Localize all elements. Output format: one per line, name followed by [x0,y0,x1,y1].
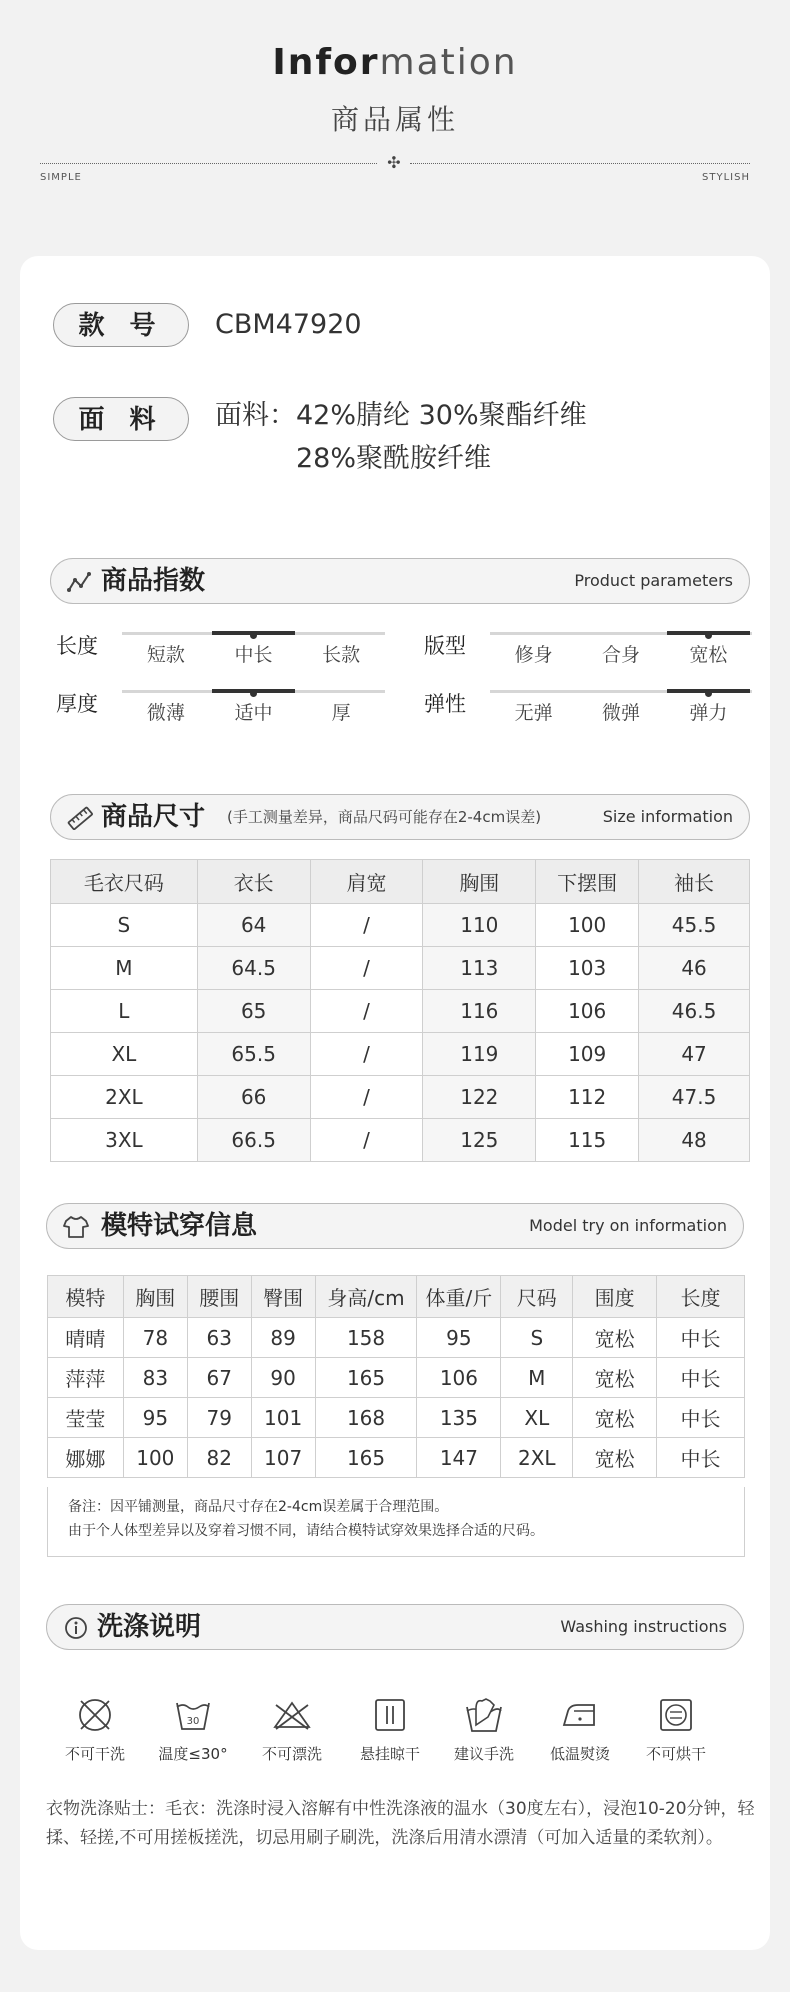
size-cell: 109 [536,1033,639,1076]
size-header-cell: 胸围 [423,860,536,904]
size-cell: 64 [197,904,310,947]
wash-item-no-bleach [252,1695,332,1764]
wash-banner [46,1604,744,1650]
params-banner [50,558,750,604]
size-cell: 64.5 [197,947,310,990]
param-option: 短款 [146,644,185,666]
header-right-tag: STYLISH [702,172,750,183]
model-cell: 78 [123,1318,187,1358]
model-cell: 67 [187,1358,251,1398]
model-cell: 135 [417,1398,501,1438]
model-cell: 106 [417,1358,501,1398]
size-cell: 66.5 [197,1119,310,1162]
model-cell: 107 [251,1438,315,1478]
wash-label: 低温熨烫 [549,1745,610,1763]
model-cell: 79 [187,1398,251,1438]
size-cell: 106 [536,990,639,1033]
model-table [47,1275,745,1478]
model-cell: 82 [187,1438,251,1478]
size-table [50,859,750,1162]
size-cell: 115 [536,1119,639,1162]
table-row [51,1119,750,1162]
wash-item-30 [153,1695,233,1764]
wash-title: 洗涤说明 [97,1612,202,1642]
size-cell: 65.5 [197,1033,310,1076]
table-row [51,1076,750,1119]
size-cell: 47 [639,1033,750,1076]
header-english-title: Information [272,42,518,83]
trend-line-icon [67,570,93,594]
fabric-line-1: 面料：42%腈纶 30%聚酯纤维 [215,400,587,431]
model-header-cell: 长度 [657,1276,745,1318]
params-title: 商品指数 [101,566,206,596]
header-left-tag: SIMPLE [40,172,82,183]
wash-label: 建议手洗 [453,1745,514,1763]
model-cell: 中长 [657,1358,745,1398]
model-header-cell: 模特 [48,1276,124,1318]
header-divider-left [40,163,377,164]
model-cell: 萍萍 [48,1358,124,1398]
size-cell: 46 [639,947,750,990]
no-tumble-dry-icon [656,1695,696,1735]
size-cell: / [310,1076,423,1119]
size-header-cell: 袖长 [639,860,750,904]
model-cell: 95 [417,1318,501,1358]
params-english: Product parameters [574,571,733,590]
wash-item-no-tumble-dry [636,1695,716,1764]
model-remark [47,1487,745,1557]
model-header-cell: 胸围 [123,1276,187,1318]
wash-item-low-iron [540,1695,620,1764]
header-divider-right [410,163,750,164]
model-cell: 63 [187,1318,251,1358]
model-cell: 89 [251,1318,315,1358]
wash-label: 不可烘干 [645,1745,706,1763]
size-header-cell: 毛衣尺码 [51,860,198,904]
size-note: (手工测量差异，商品尺码可能存在2-4cm误差) [227,808,542,826]
model-cell: 晴晴 [48,1318,124,1358]
size-cell: / [310,1119,423,1162]
model-cell: 莹莹 [48,1398,124,1438]
size-cell: 2XL [51,1076,198,1119]
no-bleach-icon [272,1695,312,1735]
size-cell: / [310,1033,423,1076]
size-title: 商品尺寸 [101,802,206,832]
model-cell: XL [501,1398,573,1438]
code-value: CBM47920 [215,309,362,340]
wash-tips: 衣物洗涤贴士：毛衣：洗涤时浸入溶解有中性洗涤液的温水（30度左右），浸泡10-20分钟，轻揉、轻搓,不可用搓板搓洗，切忌用刷子刷洗，洗涤后用清水漂清（可加入适量的柔软剂）。 [46,1799,755,1848]
model-cell: 中长 [657,1438,745,1478]
low-iron-icon [560,1695,600,1735]
model-cell: 宽松 [573,1438,657,1478]
param-selected-dot [250,690,257,697]
model-english: Model try on information [529,1216,727,1235]
table-row [51,947,750,990]
size-cell: 47.5 [639,1076,750,1119]
table-row [51,904,750,947]
cross-arrows-icon: ✣ [387,153,401,172]
wash-label: 温度≤30° [158,1745,228,1763]
param-selected-dot [705,690,712,697]
model-cell: M [501,1358,573,1398]
param-option: 合身 [601,644,640,666]
size-cell: 48 [639,1119,750,1162]
tshirt-icon [63,1215,89,1239]
table-row [48,1438,745,1478]
param-selected-dot [250,632,257,639]
param-option: 弹力 [689,702,728,724]
param-option: 微薄 [146,702,185,724]
size-cell: 100 [536,904,639,947]
model-title: 模特试穿信息 [101,1211,258,1241]
param-label: 厚度 [56,692,98,716]
fabric-label: 面 料 [53,397,189,441]
model-cell: 83 [123,1358,187,1398]
size-cell: 125 [423,1119,536,1162]
size-cell: L [51,990,198,1033]
model-cell: 95 [123,1398,187,1438]
size-cell: / [310,947,423,990]
wash-english: Washing instructions [560,1617,727,1636]
size-header-cell: 衣长 [197,860,310,904]
size-cell: 116 [423,990,536,1033]
model-header-cell: 臀围 [251,1276,315,1318]
size-cell: 66 [197,1076,310,1119]
param-option: 无弹 [514,702,553,724]
param-option: 长款 [322,644,361,666]
table-row [48,1398,745,1438]
model-cell: S [501,1318,573,1358]
size-cell: 46.5 [639,990,750,1033]
model-header-cell: 身高/cm [315,1276,417,1318]
hang-dry-icon [370,1695,410,1735]
model-remark-line-1: 备注：因平铺测量，商品尺寸存在2-4cm误差属于合理范围。 [68,1499,449,1515]
size-cell: 119 [423,1033,536,1076]
size-cell: 65 [197,990,310,1033]
hand-wash-icon [464,1695,504,1735]
wash-temp-mark: 30 [186,1716,200,1727]
model-cell: 100 [123,1438,187,1478]
param-option: 微弹 [601,702,640,724]
wash-label: 不可干洗 [64,1745,125,1763]
model-cell: 168 [315,1398,417,1438]
header-chinese-title: 商品属性 [330,103,459,136]
table-row [51,1033,750,1076]
info-icon [63,1616,89,1640]
model-remark-line-2: 由于个人体型差异以及穿着习惯不同，请结合模特试穿效果选择合适的尺码。 [68,1523,544,1539]
param-label: 长度 [56,634,98,658]
size-cell: 122 [423,1076,536,1119]
param-option: 厚 [331,702,351,724]
size-cell: 113 [423,947,536,990]
model-cell: 中长 [657,1318,745,1358]
size-header-cell: 下摆围 [536,860,639,904]
model-cell: 宽松 [573,1318,657,1358]
wash-item-hand-wash [444,1695,524,1764]
wash-item-hang-dry [350,1695,430,1764]
page-header [0,0,790,240]
param-option: 中长 [234,644,273,666]
code-label: 款 号 [53,303,189,347]
model-cell: 147 [417,1438,501,1478]
size-cell: 3XL [51,1119,198,1162]
size-cell: XL [51,1033,198,1076]
model-header-cell: 腰围 [187,1276,251,1318]
table-row [48,1358,745,1398]
model-cell: 158 [315,1318,417,1358]
size-cell: 45.5 [639,904,750,947]
no-dry-clean-icon [75,1695,115,1735]
table-row [51,990,750,1033]
wash-30-icon [173,1695,213,1735]
model-cell: 101 [251,1398,315,1438]
size-cell: S [51,904,198,947]
fabric-line-2: 28%聚酰胺纤维 [296,443,492,474]
model-banner [46,1203,744,1249]
size-cell: M [51,947,198,990]
wash-item-no-dry-clean [55,1695,135,1764]
param-selected-dot [705,632,712,639]
size-cell: / [310,904,423,947]
param-option: 修身 [514,644,553,666]
model-cell: 2XL [501,1438,573,1478]
model-cell: 90 [251,1358,315,1398]
param-label: 版型 [424,634,466,658]
size-cell: 103 [536,947,639,990]
model-cell: 宽松 [573,1398,657,1438]
size-banner [50,794,750,840]
model-header-cell: 围度 [573,1276,657,1318]
param-option: 适中 [234,702,273,724]
wash-label: 不可漂洗 [261,1745,322,1763]
model-cell: 宽松 [573,1358,657,1398]
model-cell: 165 [315,1358,417,1398]
size-english: Size information [602,807,733,826]
model-cell: 165 [315,1438,417,1478]
model-header-cell: 尺码 [501,1276,573,1318]
table-row [48,1318,745,1358]
size-cell: 110 [423,904,536,947]
model-cell: 娜娜 [48,1438,124,1478]
model-header-cell: 体重/斤 [417,1276,501,1318]
ruler-icon [67,806,93,830]
model-cell: 中长 [657,1398,745,1438]
size-header-cell: 肩宽 [310,860,423,904]
param-label: 弹性 [424,692,466,716]
size-cell: 112 [536,1076,639,1119]
size-cell: / [310,990,423,1033]
wash-label: 悬挂晾干 [359,1745,420,1763]
param-option: 宽松 [689,644,728,666]
